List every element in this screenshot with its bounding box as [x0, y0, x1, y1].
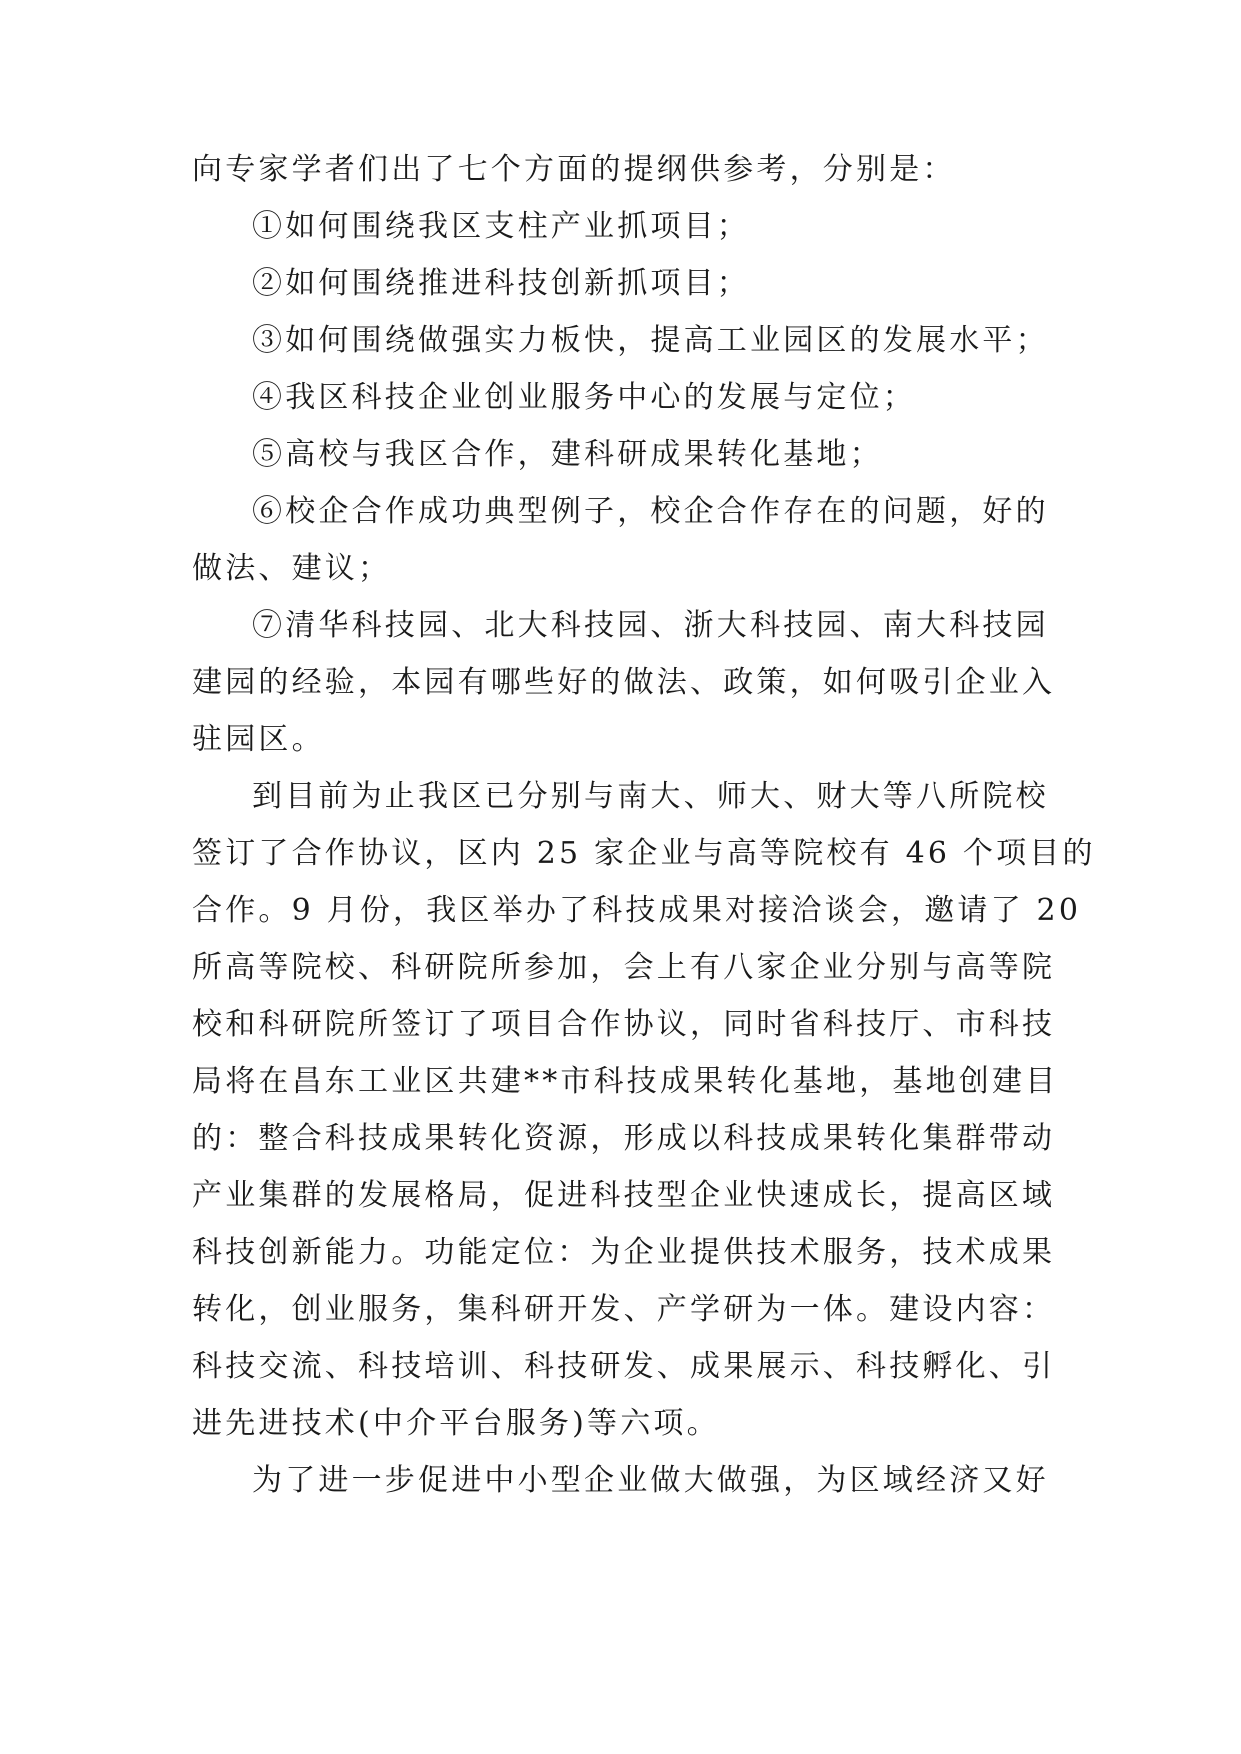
paragraph-2-line-6: 局将在昌东工业区共建**市科技成果转化基地，基地创建目	[192, 1064, 1059, 1099]
paragraph-2-line-11: 科技交流、科技培训、科技研发、成果展示、科技孵化、引	[192, 1349, 1056, 1384]
paragraph-2-line-7: 的：整合科技成果转化资源，形成以科技成果转化集群带动	[192, 1121, 1056, 1156]
outline-item-7: ⑦清华科技园、北大科技园、浙大科技园、南大科技园	[252, 608, 1049, 643]
outline-item-4: ④我区科技企业创业服务中心的发展与定位；	[252, 380, 916, 415]
paragraph-2-line-9: 科技创新能力。功能定位：为企业提供技术服务，技术成果	[192, 1235, 1056, 1270]
outline-item-2: ②如何围绕推进科技创新抓项目；	[252, 266, 750, 301]
outline-item-1: ①如何围绕我区支柱产业抓项目；	[252, 209, 750, 244]
paragraph-2-line-12: 进先进技术(中介平台服务)等六项。	[192, 1406, 720, 1441]
text-line-1: 向专家学者们出了七个方面的提纲供参考，分别是：	[192, 152, 956, 187]
outline-item-7-cont-1: 建园的经验，本园有哪些好的做法、政策，如何吸引企业入	[192, 665, 1056, 700]
paragraph-2-line-5: 校和科研院所签订了项目合作协议，同时省科技厅、市科技	[192, 1007, 1056, 1042]
outline-item-7-cont-2: 驻园区。	[192, 722, 325, 757]
paragraph-2-line-4: 所高等院校、科研院所参加，会上有八家企业分别与高等院	[192, 950, 1056, 985]
outline-item-3: ③如何围绕做强实力板快，提高工业园区的发展水平；	[252, 323, 1049, 358]
paragraph-2-line-1: 到目前为止我区已分别与南大、师大、财大等八所院校	[252, 779, 1049, 814]
paragraph-2-line-8: 产业集群的发展格局，促进科技型企业快速成长，提高区域	[192, 1178, 1056, 1213]
outline-item-6-cont: 做法、建议；	[192, 551, 392, 586]
paragraph-3-line-1: 为了进一步促进中小型企业做大做强，为区域经济又好	[252, 1463, 1049, 1498]
paragraph-2-line-2: 签订了合作协议，区内 25 家企业与高等院校有 46 个项目的	[192, 836, 1096, 871]
paragraph-2-line-10: 转化，创业服务，集科研开发、产学研为一体。建设内容：	[192, 1292, 1056, 1327]
paragraph-2-line-3: 合作。9 月份，我区举办了科技成果对接洽谈会，邀请了 20	[192, 893, 1082, 928]
outline-item-5: ⑤高校与我区合作，建科研成果转化基地；	[252, 437, 883, 472]
outline-item-6: ⑥校企合作成功典型例子，校企合作存在的问题，好的	[252, 494, 1049, 529]
